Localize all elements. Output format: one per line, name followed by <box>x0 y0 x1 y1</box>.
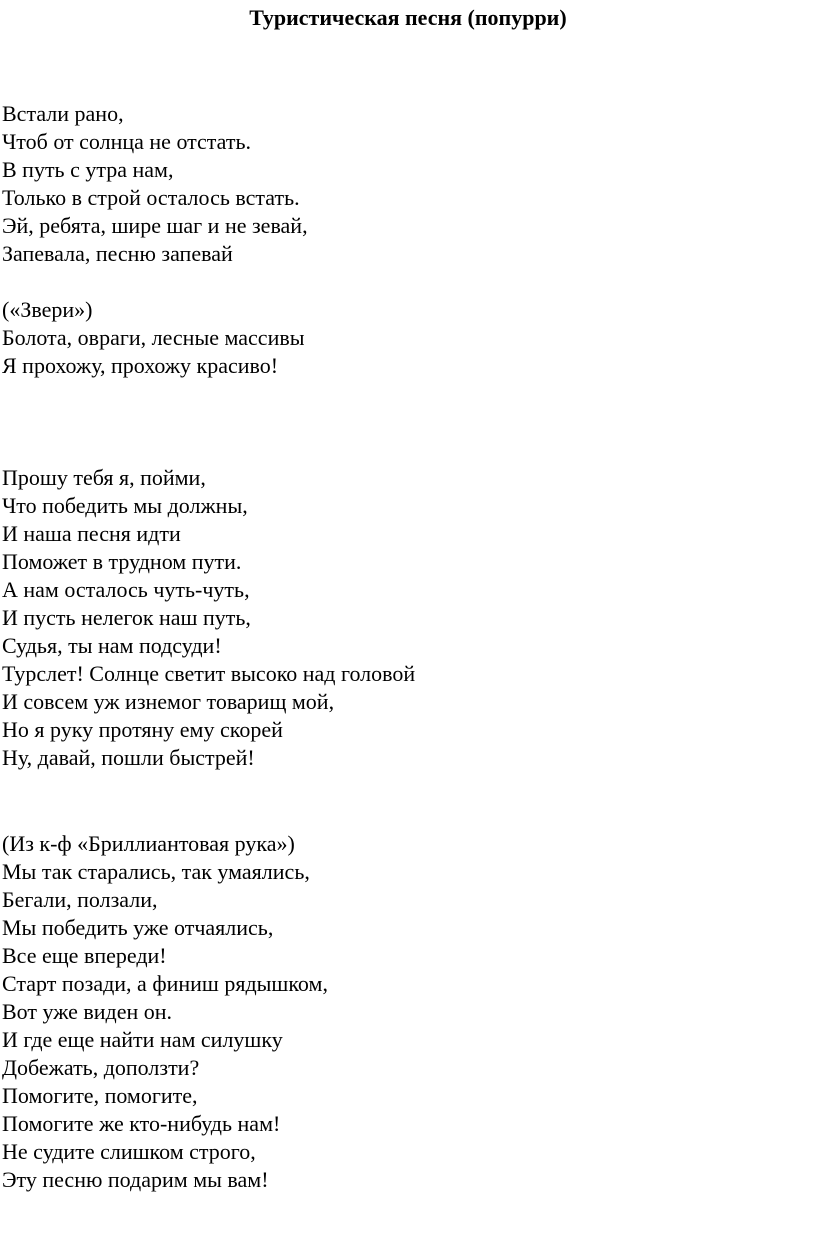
lyric-line: Помогите, помогите, <box>2 1083 198 1108</box>
lyric-line: Только в строй осталось встать. <box>2 185 300 210</box>
lyric-line: Турслет! Солнце светит высоко над головой <box>2 661 416 686</box>
lyric-line: Бегали, ползали, <box>2 887 158 912</box>
lyric-line: И где еще найти нам силушку <box>2 1027 283 1052</box>
lyric-line: Что победить мы должны, <box>2 493 248 518</box>
lyric-line: И пусть нелегок наш путь, <box>2 605 251 630</box>
stanza-4 <box>2 830 328 1194</box>
lyric-line: Не судите слишком строго, <box>2 1139 256 1164</box>
lyric-line: Все еще впереди! <box>2 943 167 968</box>
lyric-line: Запевала, песню запевай <box>2 241 233 266</box>
lyric-line: А нам осталось чуть-чуть, <box>2 577 250 602</box>
lyric-line: Старт позади, а финиш рядышком, <box>2 971 328 996</box>
lyric-line: Но я руку протяну ему скорей <box>2 717 283 742</box>
lyric-line: Я прохожу, прохожу красиво! <box>2 353 279 378</box>
stanza-3 <box>2 464 415 772</box>
stanza-1 <box>2 100 308 268</box>
lyric-line: Помогите же кто-нибудь нам! <box>2 1111 281 1136</box>
lyric-line: Эй, ребята, шире шаг и не зевай, <box>2 213 308 238</box>
stanza-2 <box>2 296 305 380</box>
stanza-source-note: («Звери») <box>2 297 93 322</box>
lyric-line: И совсем уж изнемог товарищ мой, <box>2 689 335 714</box>
lyric-line: Ну, давай, пошли быстрей! <box>2 745 255 770</box>
lyric-line: Встали рано, <box>2 101 124 126</box>
lyric-line: Вот уже виден он. <box>2 999 173 1024</box>
lyric-line: Мы победить уже отчаялись, <box>2 915 274 940</box>
lyric-line: Прошу тебя я, пойми, <box>2 465 206 490</box>
lyric-line: Мы так старались, так умаялись, <box>2 859 310 884</box>
lyric-line: Поможет в трудном пути. <box>2 549 242 574</box>
lyric-line: Эту песню подарим мы вам! <box>2 1167 269 1192</box>
page-title: Туристическая песня (попурри) <box>249 5 567 30</box>
lyric-line: Судья, ты нам подсуди! <box>2 633 222 658</box>
lyric-line: И наша песня идти <box>2 521 181 546</box>
lyric-line: Добежать, доползти? <box>2 1055 200 1080</box>
lyric-line: В путь с утра нам, <box>2 157 174 182</box>
stanza-source-note: (Из к-ф «Бриллиантовая рука») <box>2 831 295 856</box>
lyric-line: Чтоб от солнца не отстать. <box>2 129 252 154</box>
lyric-line: Болота, овраги, лесные массивы <box>2 325 305 350</box>
